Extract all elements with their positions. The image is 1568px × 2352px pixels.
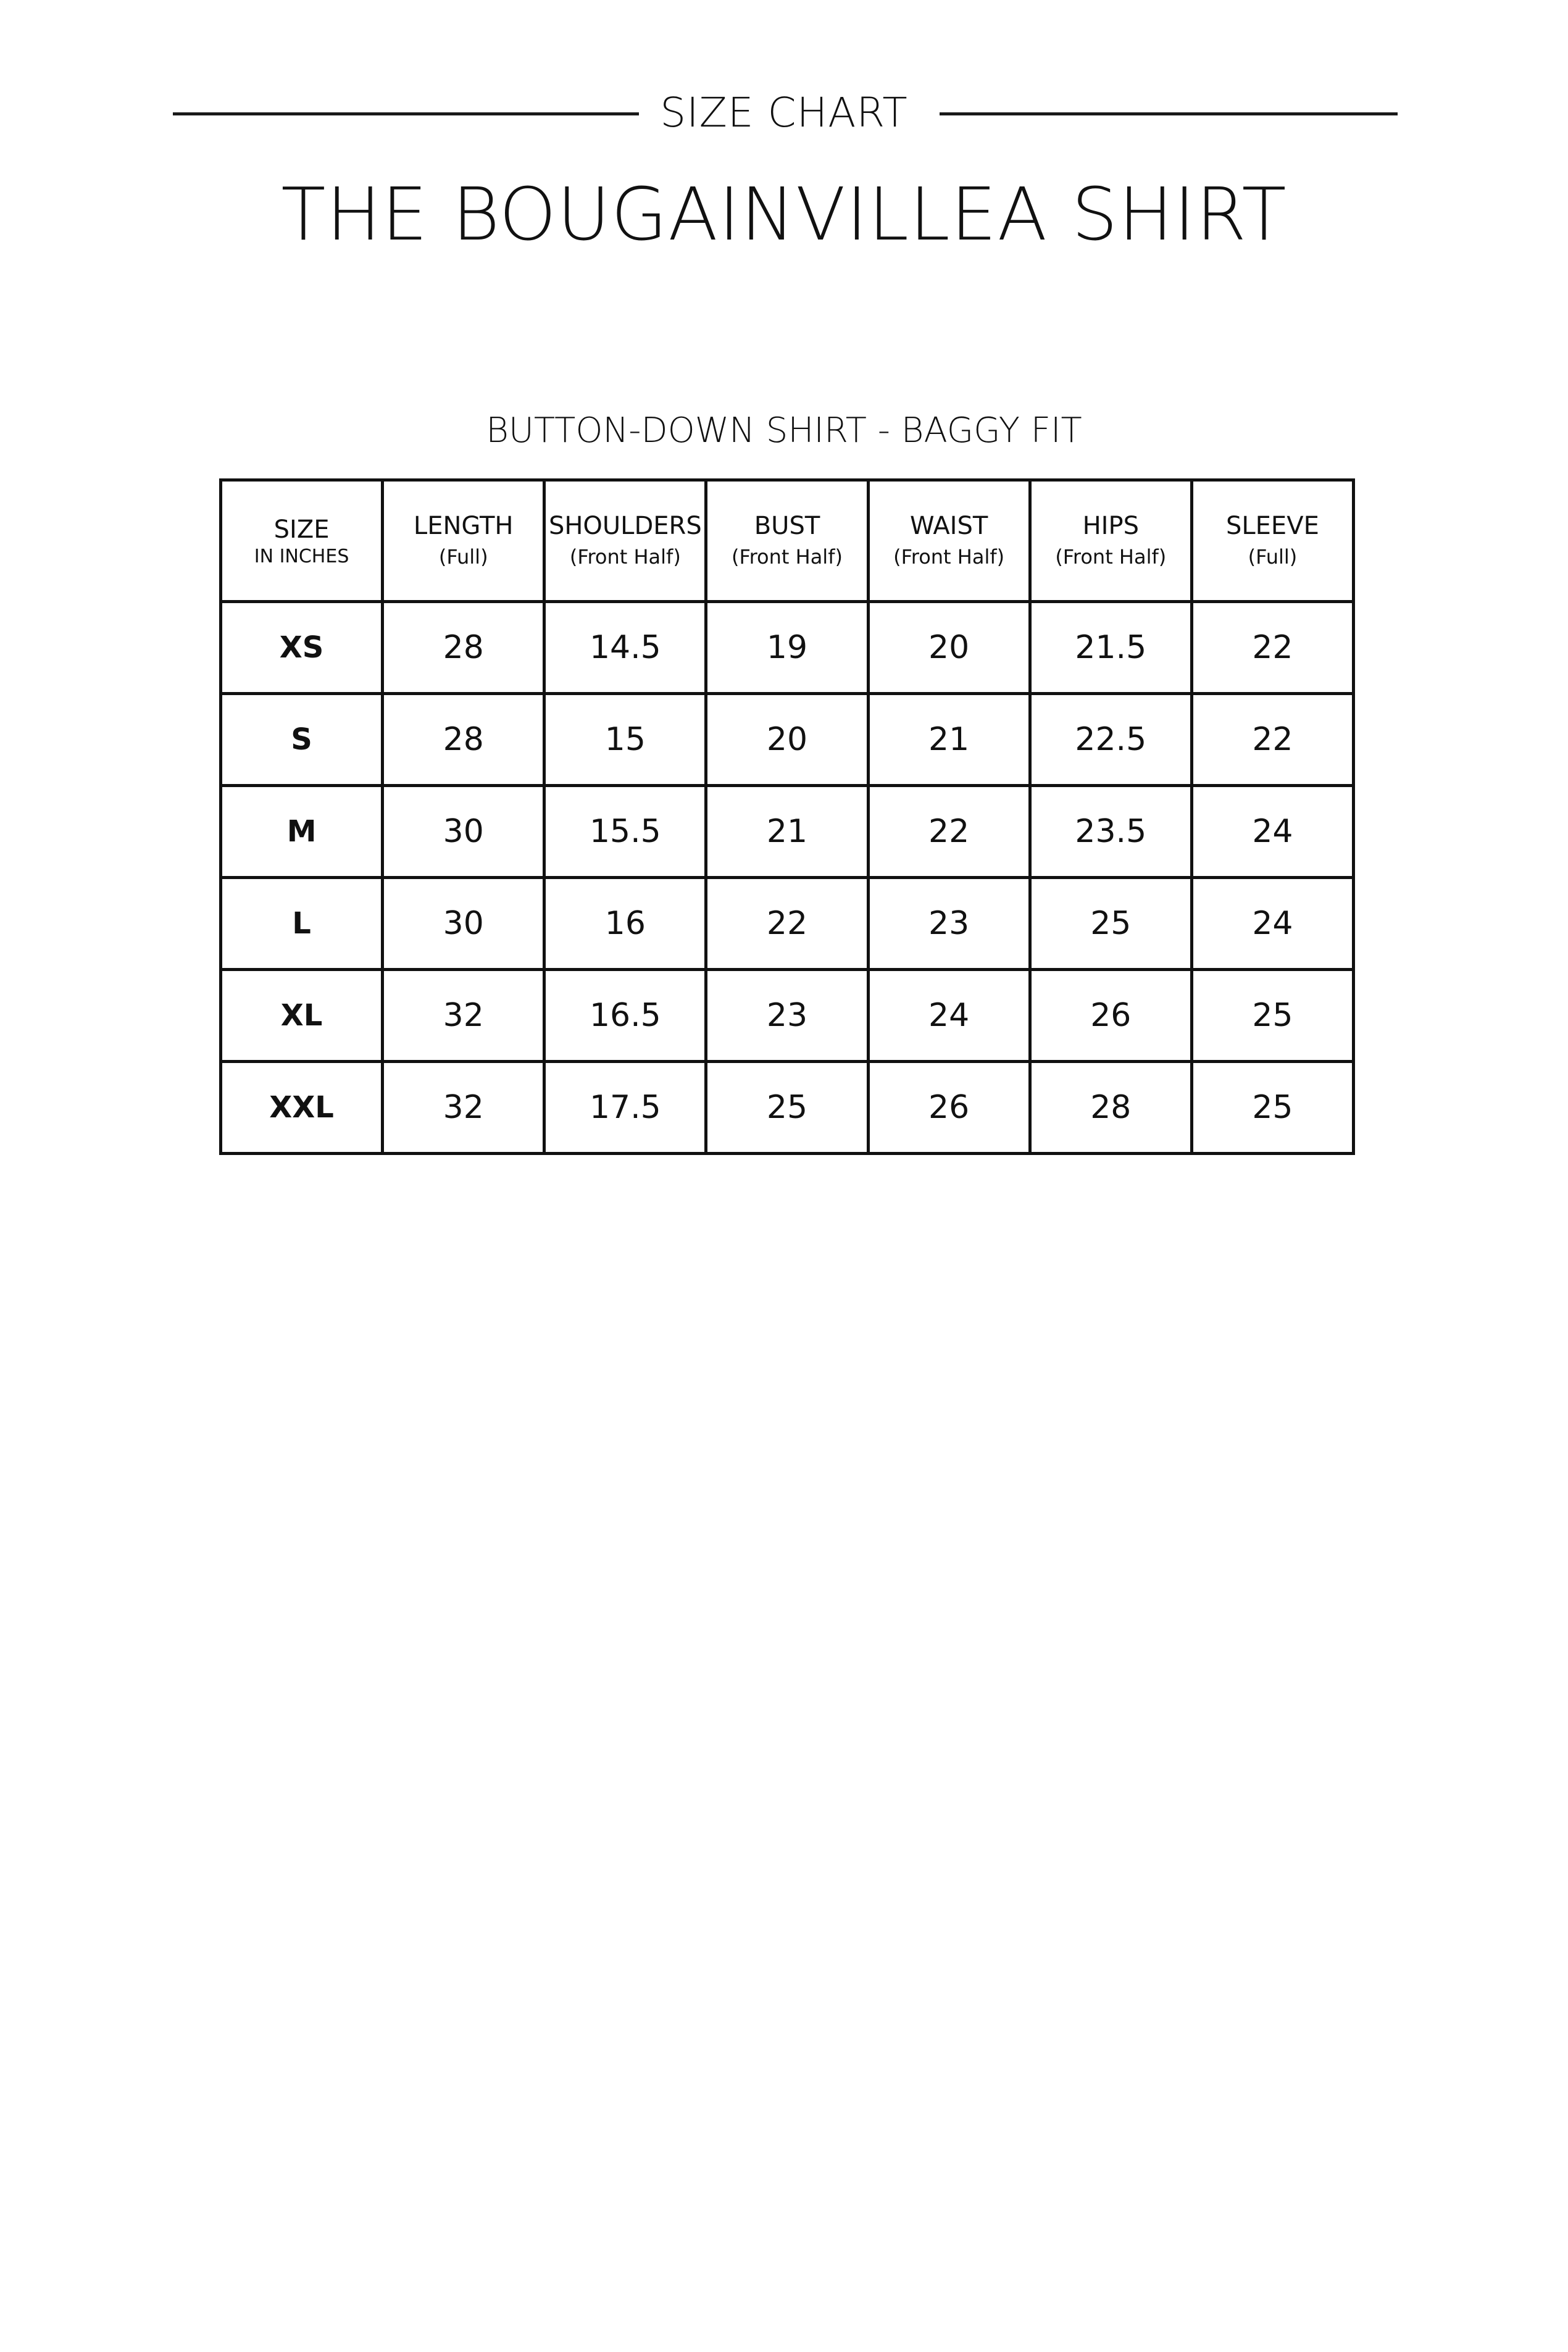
column-header-shoulders: [544, 480, 706, 602]
table-row: [221, 694, 1354, 786]
size-cell: S: [221, 694, 383, 786]
shoulders-cell: 16: [544, 878, 706, 970]
length-cell: 30: [383, 786, 544, 878]
table-row: [221, 878, 1354, 970]
bust-cell: 22: [706, 878, 868, 970]
size-cell: XS: [221, 602, 383, 694]
hips-cell: 28: [1030, 1062, 1191, 1154]
column-header-label: SIZE: [273, 515, 330, 544]
hips-cell: 23.5: [1030, 786, 1191, 878]
waist-cell: 20: [868, 602, 1030, 694]
waist-cell: 21: [868, 694, 1030, 786]
table-row: [221, 602, 1354, 694]
size-chart-table: [219, 478, 1355, 1155]
hips-cell: 26: [1030, 970, 1191, 1062]
bust-cell: 25: [706, 1062, 868, 1154]
column-header-label: SHOULDERS: [548, 512, 702, 540]
table-row: [221, 786, 1354, 878]
length-cell: 28: [383, 602, 544, 694]
table-header-row: [221, 480, 1354, 602]
bust-cell: 21: [706, 786, 868, 878]
column-header-label: SLEEVE: [1225, 512, 1319, 540]
column-header-sublabel: (Full): [438, 545, 488, 569]
sleeve-cell: 25: [1191, 1062, 1353, 1154]
length-cell: 28: [383, 694, 544, 786]
column-header-sublabel: (Front Half): [569, 545, 681, 569]
column-header-sleeve: [1191, 480, 1353, 602]
column-header-length: [383, 480, 544, 602]
column-header-bust: [706, 480, 868, 602]
page-title: THE BOUGAINVILLEA SHIRT: [281, 172, 1287, 257]
column-header-size: [221, 480, 383, 602]
table-row: [221, 1062, 1354, 1154]
sleeve-cell: 24: [1191, 786, 1353, 878]
column-header-hips: [1030, 480, 1191, 602]
column-header-sublabel: (Front Half): [893, 545, 1005, 569]
shoulders-cell: 14.5: [544, 602, 706, 694]
length-cell: 32: [383, 1062, 544, 1154]
column-header-waist: [868, 480, 1030, 602]
size-cell: XL: [221, 970, 383, 1062]
waist-cell: 23: [868, 878, 1030, 970]
shoulders-cell: 17.5: [544, 1062, 706, 1154]
bust-cell: 19: [706, 602, 868, 694]
column-header-sublabel: IN INCHES: [254, 546, 349, 567]
hips-cell: 22.5: [1030, 694, 1191, 786]
table-caption: BUTTON-DOWN SHIRT - BAGGY FIT: [486, 411, 1082, 451]
size-cell: M: [221, 786, 383, 878]
size-chart-kicker: SIZE CHART: [660, 89, 908, 136]
waist-cell: 24: [868, 970, 1030, 1062]
sleeve-cell: 22: [1191, 602, 1353, 694]
sleeve-cell: 24: [1191, 878, 1353, 970]
column-header-label: BUST: [754, 512, 820, 540]
waist-cell: 22: [868, 786, 1030, 878]
waist-cell: 26: [868, 1062, 1030, 1154]
sleeve-cell: 25: [1191, 970, 1353, 1062]
column-header-sublabel: (Front Half): [732, 545, 843, 569]
hips-cell: 25: [1030, 878, 1191, 970]
column-header-label: LENGTH: [413, 512, 514, 540]
sleeve-cell: 22: [1191, 694, 1353, 786]
shoulders-cell: 15: [544, 694, 706, 786]
size-cell: XXL: [221, 1062, 383, 1154]
column-header-sublabel: (Front Half): [1055, 545, 1167, 569]
shoulders-cell: 16.5: [544, 970, 706, 1062]
column-header-sublabel: (Full): [1248, 545, 1298, 569]
column-header-label: HIPS: [1082, 512, 1139, 540]
column-header-label: WAIST: [909, 512, 988, 540]
shoulders-cell: 15.5: [544, 786, 706, 878]
length-cell: 32: [383, 970, 544, 1062]
bust-cell: 23: [706, 970, 868, 1062]
size-cell: L: [221, 878, 383, 970]
table-row: [221, 970, 1354, 1062]
length-cell: 30: [383, 878, 544, 970]
bust-cell: 20: [706, 694, 868, 786]
hips-cell: 21.5: [1030, 602, 1191, 694]
